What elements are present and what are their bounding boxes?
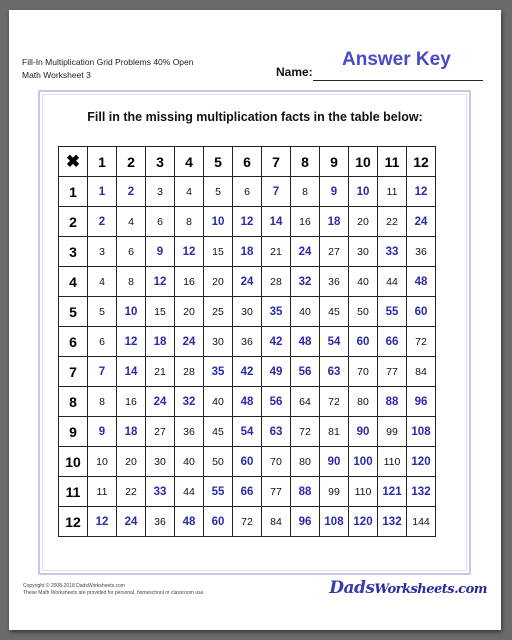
answer-cell: 60	[407, 297, 436, 327]
answer-cell: 35	[204, 357, 233, 387]
answer-cell: 56	[262, 387, 291, 417]
given-cell: 36	[320, 267, 349, 297]
given-cell: 3	[146, 177, 175, 207]
answer-cell: 63	[262, 417, 291, 447]
usage-notice: These Math Worksheets are provided for personal, homeschool or classroom use.	[23, 590, 205, 596]
row-header: 4	[59, 267, 88, 297]
given-cell: 16	[117, 387, 146, 417]
given-cell: 77	[378, 357, 407, 387]
answer-cell: 121	[378, 477, 407, 507]
answer-cell: 132	[378, 507, 407, 537]
given-cell: 70	[349, 357, 378, 387]
given-cell: 5	[88, 297, 117, 327]
row-header: 10	[59, 447, 88, 477]
footer	[23, 583, 205, 597]
answer-cell: 132	[407, 477, 436, 507]
worksheet-title-line1: Fill-In Multiplication Grid Problems 40% Open	[22, 57, 194, 67]
given-cell: 10	[88, 447, 117, 477]
answer-cell: 88	[291, 477, 320, 507]
answer-cell: 7	[88, 357, 117, 387]
column-header: 5	[204, 147, 233, 177]
answer-cell: 10	[117, 297, 146, 327]
grid-row	[59, 297, 436, 327]
answer-cell: 14	[262, 207, 291, 237]
given-cell: 72	[407, 327, 436, 357]
given-cell: 36	[146, 507, 175, 537]
given-cell: 99	[320, 477, 349, 507]
given-cell: 72	[320, 387, 349, 417]
given-cell: 72	[291, 417, 320, 447]
given-cell: 44	[175, 477, 204, 507]
given-cell: 20	[349, 207, 378, 237]
answer-cell: 48	[233, 387, 262, 417]
given-cell: 5	[204, 177, 233, 207]
given-cell: 4	[88, 267, 117, 297]
answer-cell: 42	[233, 357, 262, 387]
answer-cell: 12	[146, 267, 175, 297]
given-cell: 36	[407, 237, 436, 267]
column-header: 12	[407, 147, 436, 177]
answer-cell: 90	[320, 447, 349, 477]
answer-cell: 32	[175, 387, 204, 417]
row-header: 9	[59, 417, 88, 447]
answer-cell: 63	[320, 357, 349, 387]
given-cell: 30	[204, 327, 233, 357]
answer-cell: 108	[320, 507, 349, 537]
given-cell: 20	[117, 447, 146, 477]
grid-row	[59, 207, 436, 237]
grid-row	[59, 417, 436, 447]
answer-cell: 60	[349, 327, 378, 357]
name-line	[313, 80, 483, 81]
answer-cell: 49	[262, 357, 291, 387]
given-cell: 20	[175, 297, 204, 327]
row-header: 3	[59, 237, 88, 267]
answer-cell: 120	[407, 447, 436, 477]
answer-cell: 108	[407, 417, 436, 447]
given-cell: 11	[88, 477, 117, 507]
given-cell: 8	[117, 267, 146, 297]
answer-cell: 55	[204, 477, 233, 507]
given-cell: 4	[117, 207, 146, 237]
given-cell: 72	[233, 507, 262, 537]
given-cell: 30	[146, 447, 175, 477]
given-cell: 30	[233, 297, 262, 327]
given-cell: 22	[117, 477, 146, 507]
given-cell: 11	[378, 177, 407, 207]
answer-key-label: Answer Key	[342, 49, 451, 70]
answer-cell: 1	[88, 177, 117, 207]
answer-cell: 96	[407, 387, 436, 417]
answer-cell: 48	[291, 327, 320, 357]
given-cell: 40	[204, 387, 233, 417]
answer-cell: 33	[146, 477, 175, 507]
grid-row	[59, 237, 436, 267]
given-cell: 144	[407, 507, 436, 537]
given-cell: 15	[204, 237, 233, 267]
answer-cell: 9	[320, 177, 349, 207]
answer-cell: 32	[291, 267, 320, 297]
given-cell: 50	[204, 447, 233, 477]
copyright-text: Copyright © 2008-2018 DadsWorksheets.com	[23, 583, 125, 589]
given-cell: 36	[175, 417, 204, 447]
row-header: 5	[59, 297, 88, 327]
answer-cell: 24	[146, 387, 175, 417]
given-cell: 45	[204, 417, 233, 447]
given-cell: 8	[175, 207, 204, 237]
answer-cell: 14	[117, 357, 146, 387]
column-header: 8	[291, 147, 320, 177]
given-cell: 110	[349, 477, 378, 507]
answer-cell: 9	[146, 237, 175, 267]
answer-cell: 12	[117, 327, 146, 357]
given-cell: 30	[349, 237, 378, 267]
answer-cell: 88	[378, 387, 407, 417]
answer-cell: 12	[233, 207, 262, 237]
given-cell: 6	[233, 177, 262, 207]
row-header: 1	[59, 177, 88, 207]
answer-cell: 9	[88, 417, 117, 447]
grid-row	[59, 447, 436, 477]
column-header: 1	[88, 147, 117, 177]
dadsworksheets-logo	[329, 578, 487, 598]
worksheet-title	[22, 56, 222, 82]
given-cell: 28	[175, 357, 204, 387]
column-header: 4	[175, 147, 204, 177]
given-cell: 6	[88, 327, 117, 357]
answer-cell: 24	[233, 267, 262, 297]
given-cell: 20	[204, 267, 233, 297]
given-cell: 16	[175, 267, 204, 297]
answer-cell: 12	[88, 507, 117, 537]
given-cell: 40	[349, 267, 378, 297]
answer-cell: 10	[204, 207, 233, 237]
grid-row	[59, 357, 436, 387]
answer-cell: 96	[291, 507, 320, 537]
answer-cell: 120	[349, 507, 378, 537]
given-cell: 77	[262, 477, 291, 507]
given-cell: 50	[349, 297, 378, 327]
given-cell: 40	[175, 447, 204, 477]
logo-text-worksheets: Worksheets.com	[374, 582, 487, 597]
row-header: 7	[59, 357, 88, 387]
given-cell: 36	[233, 327, 262, 357]
given-cell: 64	[291, 387, 320, 417]
given-cell: 40	[291, 297, 320, 327]
answer-cell: 24	[117, 507, 146, 537]
multiplication-grid	[58, 146, 436, 537]
answer-cell: 54	[320, 327, 349, 357]
column-header: 6	[233, 147, 262, 177]
answer-cell: 18	[320, 207, 349, 237]
given-cell: 44	[378, 267, 407, 297]
given-cell: 21	[146, 357, 175, 387]
worksheet-page	[9, 10, 501, 630]
answer-cell: 12	[407, 177, 436, 207]
answer-cell: 2	[117, 177, 146, 207]
answer-cell: 18	[233, 237, 262, 267]
given-cell: 6	[117, 237, 146, 267]
given-cell: 70	[262, 447, 291, 477]
given-cell: 8	[88, 387, 117, 417]
answer-cell: 42	[262, 327, 291, 357]
given-cell: 8	[291, 177, 320, 207]
given-cell: 3	[88, 237, 117, 267]
given-cell: 45	[320, 297, 349, 327]
given-cell: 80	[291, 447, 320, 477]
grid-header-row	[59, 147, 436, 177]
answer-cell: 48	[407, 267, 436, 297]
worksheet-title-line2: Math Worksheet 3	[22, 70, 91, 80]
answer-cell: 7	[262, 177, 291, 207]
answer-cell: 24	[175, 327, 204, 357]
answer-cell: 66	[233, 477, 262, 507]
column-header: 2	[117, 147, 146, 177]
given-cell: 25	[204, 297, 233, 327]
row-header: 11	[59, 477, 88, 507]
grid-row	[59, 477, 436, 507]
given-cell: 6	[146, 207, 175, 237]
answer-cell: 60	[204, 507, 233, 537]
answer-cell: 24	[407, 207, 436, 237]
column-header: 11	[378, 147, 407, 177]
answer-cell: 60	[233, 447, 262, 477]
row-header: 12	[59, 507, 88, 537]
grid-row	[59, 387, 436, 417]
answer-cell: 66	[378, 327, 407, 357]
logo-text-dads: Dads	[329, 578, 375, 598]
given-cell: 28	[262, 267, 291, 297]
multiply-icon: ✖	[59, 147, 88, 177]
name-label: Name:	[276, 65, 313, 79]
answer-cell: 35	[262, 297, 291, 327]
grid-row	[59, 507, 436, 537]
given-cell: 15	[146, 297, 175, 327]
answer-cell: 33	[378, 237, 407, 267]
column-header: 9	[320, 147, 349, 177]
given-cell: 27	[320, 237, 349, 267]
grid-body	[59, 177, 436, 537]
given-cell: 21	[262, 237, 291, 267]
answer-cell: 2	[88, 207, 117, 237]
column-header: 10	[349, 147, 378, 177]
given-cell: 84	[262, 507, 291, 537]
answer-cell: 10	[349, 177, 378, 207]
row-header: 6	[59, 327, 88, 357]
row-header: 8	[59, 387, 88, 417]
given-cell: 27	[146, 417, 175, 447]
row-header: 2	[59, 207, 88, 237]
given-cell: 16	[291, 207, 320, 237]
answer-cell: 54	[233, 417, 262, 447]
grid-row	[59, 177, 436, 207]
answer-cell: 18	[146, 327, 175, 357]
answer-cell: 55	[378, 297, 407, 327]
given-cell: 22	[378, 207, 407, 237]
given-cell: 81	[320, 417, 349, 447]
answer-cell: 100	[349, 447, 378, 477]
answer-cell: 90	[349, 417, 378, 447]
given-cell: 110	[378, 447, 407, 477]
grid-row	[59, 267, 436, 297]
given-cell: 80	[349, 387, 378, 417]
instructions: Fill in the missing multiplication facts in the table below:	[87, 110, 423, 124]
column-header: 3	[146, 147, 175, 177]
given-cell: 84	[407, 357, 436, 387]
answer-cell: 48	[175, 507, 204, 537]
given-cell: 99	[378, 417, 407, 447]
grid-row	[59, 327, 436, 357]
answer-cell: 12	[175, 237, 204, 267]
answer-cell: 18	[117, 417, 146, 447]
answer-cell: 24	[291, 237, 320, 267]
given-cell: 4	[175, 177, 204, 207]
column-header: 7	[262, 147, 291, 177]
answer-cell: 56	[291, 357, 320, 387]
